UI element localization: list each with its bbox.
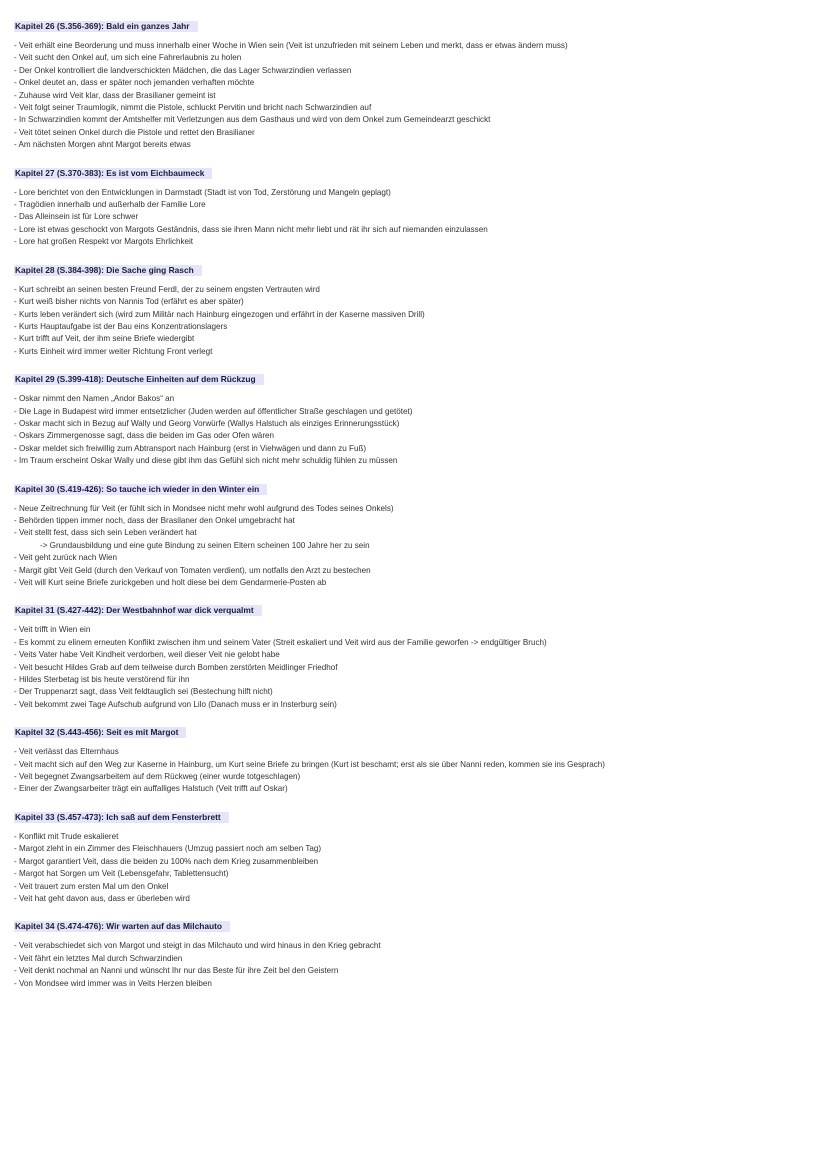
chapter-summary-list: [14, 624, 808, 711]
summary-point: - Der Truppenarzt sagt, dass Veit feldtauglich sei (Bestechung hilft nicht): [14, 687, 273, 697]
chapter-summary-list: [14, 831, 808, 905]
chapter-summary-list: [14, 187, 808, 249]
summary-point: - Der Onkel kontrolliert die landverschickten Mädchen, die das Lager Schwarzindien verlassen: [14, 65, 352, 75]
chapter-heading: Kapitel 27 (S.370-383): Es ist vom Eichbaumeck: [14, 168, 212, 179]
summary-point: - Die Lage in Budapest wird immer entsetzlicher (Juden werden auf öffentlicher Straße geschlagen und getötet): [14, 406, 413, 416]
summary-point: - Kurts leben verändert sich (wird zum Militär nach Hainburg eingezogen und erfährt in der Kaserne massiven Drill): [14, 309, 425, 319]
summary-point: - Veit geht zurück nach Wien: [14, 553, 118, 563]
section-spacer: [14, 152, 808, 163]
summary-point: - Tragödien innerhalb und außerhalb der Familie Lore: [14, 200, 206, 210]
section-spacer: [14, 358, 808, 369]
summary-point: - Von Mondsee wird immer was in Veits Herzen bleiben: [14, 978, 212, 988]
summary-point: - Veit will Kurt seine Briefe zurickgeben und holt diese bei dem Gendarmerie-Posten ab: [14, 578, 327, 587]
chapter-heading: Kapitel 29 (S.399-418): Deutsche Einheiten auf dem Rückzug: [14, 374, 264, 385]
summary-point: - Hildes Sterbetag ist bis heute verstörend für ihn: [14, 675, 190, 685]
chapter-summary-list: [14, 284, 808, 358]
chapter-summary-list: [14, 746, 808, 796]
summary-point: - Veit fährt ein letztes Mal durch Schwarzindien: [14, 953, 183, 963]
summary-point: - Veit folgt seiner Traumlogik, nimmt die Pistole, schluckt Pervitin und bricht nach Schwarzindien auf: [14, 103, 372, 113]
chapter-heading: Kapitel 28 (S.384-398): Die Sache ging Rasch: [14, 265, 202, 276]
chapter-section: [14, 916, 808, 1001]
summary-point: - Oskars Zimmergenosse sagt, dass die beiden im Gas oder Ofen wären: [14, 431, 275, 441]
summary-point: - Konflikt mit Trude eskalieret: [14, 831, 119, 841]
summary-point: - Veit sucht den Onkel auf, um sich eine Fahrerlaubnis zu holen: [14, 53, 242, 63]
summary-point: - Kurt schreibt an seinen besten Freund Ferdl, der zu seinem engsten Vertrauten wird: [14, 284, 320, 294]
summary-point: - Veit trifft in Wien ein: [14, 625, 91, 635]
summary-point: - Veit hat geht davon aus, dass er überleben wird: [14, 893, 190, 903]
summary-point: - In Schwarzindien kommt der Amtshelfer mit Verletzungen aus dem Gasthaus und wird von dem Onkel zum Gemeindearzt geschickt: [14, 115, 491, 125]
summary-point: - Margit gibt Veit Geld (durch den Verkauf von Tomaten verdient), um notfalls den Arzt zu bestechen: [14, 565, 371, 575]
section-spacer: [14, 468, 808, 479]
chapter-summary-list: [14, 393, 808, 467]
summary-point: - Veit verlässt das Elternhaus: [14, 747, 119, 757]
chapter-section: [14, 260, 808, 369]
summary-point: - Zuhause wird Veit klar, dass der Brasilianer gemeint ist: [14, 90, 216, 100]
section-spacer: [14, 589, 808, 600]
summary-point: - Veit begegnet Zwangsarbeitem auf dem Rückweg (einer wurde totgeschlagen): [14, 772, 301, 782]
summary-point: - Veit besucht Hildes Grab auf dem teilweise durch Bomben zerstörten Meidlinger Friedhof: [14, 662, 338, 672]
summary-point: - Einer der Zwangsarbeiter trägt ein auffalliges Halstuch (Veit trifft auf Oskar): [14, 784, 288, 794]
summary-point: - Veit verabschiedet sich von Margot und steigt in das Milchauto und wird hinaus in den Krieg gebracht: [14, 941, 381, 951]
summary-point: - Behörden tippen immer noch, dass der Brasilaner den Onkel umgebracht hat: [14, 515, 295, 525]
summary-point: - Neue Zeitrechnung für Veit (er fühlt sich in Mondsee nicht mehr wohl aufgrund des Todes seines Onkels): [14, 503, 394, 513]
chapter-heading: Kapitel 31 (S.427-442): Der Westbahnhof war dick verqualmt: [14, 605, 262, 616]
section-spacer: [14, 249, 808, 260]
summary-point: - Onkel deutet an, dass er später noch jemanden verhaften möchte: [14, 78, 255, 88]
summary-point: - Veit denkt nochmal an Nanni und wünscht Ihr nur das Beste für ihre Zeit bel den Geistern: [14, 966, 339, 976]
summary-point: - Margot zleht in ein Zimmer des Fleischhauers (Umzug passiert noch am selben Tag): [14, 844, 322, 854]
section-spacer: [14, 711, 808, 722]
summary-point: - Veit trauert zum ersten Mal um den Onkel: [14, 881, 169, 891]
summary-point: - Es kommt zu elinem erneuten Konflikt zwischen ihm und seinem Vater (Streit eskaliert und Veit wird aus der Familie geworfen -> endgültiger Bruch): [14, 637, 547, 647]
summary-point: - Veits Vater habe Veit Kindheit verdorben, weil dieser Veit nie gelobt habe: [14, 650, 280, 660]
summary-point: - Lore berichtet von den Entwicklungen in Darmstadt (Stadt ist von Tod, Zerstörung und Mangeln geplagt): [14, 187, 391, 197]
summary-subpoint: -> Grundausbildung und eine gute Bindung zu seinen Eltern scheinen 100 Jahre her zu sein: [40, 540, 370, 550]
chapter-section: [14, 479, 808, 601]
chapter-summary-list: [14, 40, 808, 152]
summary-point: - Oskar nimmt den Namen „Andor Bakos“ an: [14, 394, 175, 404]
summary-point: - Das Alleinsein ist für Lore schwer: [14, 212, 139, 222]
chapter-section: [14, 807, 808, 916]
summary-point: - Kurts Hauptaufgabe ist der Bau eins Konzentrationslagers: [14, 321, 228, 331]
summary-point: - Lore hat großen Respekt vor Margots Ehrlichkeit: [14, 237, 194, 247]
chapter-section: [14, 600, 808, 722]
summary-point: - Veit tötet seinen Onkel durch die Pistole und rettet den Brasilianer: [14, 127, 255, 137]
chapter-heading: Kapitel 34 (S.474-476): Wir warten auf das Milchauto: [14, 921, 230, 932]
summary-point: - Oskar meldet sich freiwillig zum Abtransport nach Hainburg (erst in Viehwägen und dann zu Fuß): [14, 443, 367, 453]
chapter-section: [14, 369, 808, 478]
chapter-heading: Kapitel 33 (S.457-473): Ich saß auf dem Fensterbrett: [14, 812, 229, 823]
section-spacer: [14, 905, 808, 916]
chapter-section: [14, 16, 808, 163]
summary-point: - Im Traum erscheint Oskar Wally und diese gibt ihm das Gefühl sich nicht mehr schuldig fühlen zu müssen: [14, 456, 398, 466]
summary-point: - Kurt weiß bisher nichts von Nannis Tod (erfährt es aber später): [14, 297, 244, 307]
chapter-summary-list: [14, 940, 808, 990]
section-spacer: [14, 796, 808, 807]
chapter-section: [14, 722, 808, 807]
section-spacer: [14, 990, 808, 1001]
summary-point: - Kurt trifft auf Veit, der ihm seine Briefe wiedergibt: [14, 334, 195, 344]
summary-point: - Lore ist etwas geschockt von Margots Geständnis, dass sie ihren Mann nicht mehr liebt und rät ihr sich auf niemanden einzulassen: [14, 224, 488, 234]
summary-point: - Kurts Einheit wird immer weiter Richtung Front verlegt: [14, 346, 213, 356]
chapter-summary-list: [14, 503, 808, 590]
summary-point: - Veit bekommt zwei Tage Aufschub aufgrund von Lilo (Danach muss er in Insterburg sein): [14, 699, 337, 709]
chapter-heading: Kapitel 32 (S.443-456): Seit es mit Margot: [14, 727, 186, 738]
summary-point: - Veit macht sich auf den Weg zur Kaserne in Hainburg, um Kurt seine Briefe zu bringen (Kurt ist beschamt; erst als sie über Nanni reden, kommen sie ins Gesprach): [14, 759, 605, 769]
chapter-section: [14, 163, 808, 260]
summary-point: - Margot hat Sorgen um Veit (Lebensgefahr, Tablettensucht): [14, 869, 229, 879]
summary-point: - Oskar macht sich in Bezug auf Wally und Georg Vorwürfe (Wallys Halstuch als einziges Erinnerungsstück): [14, 418, 400, 428]
summary-point: - Am nächsten Morgen ahnt Margot bereits etwas: [14, 140, 191, 150]
summary-point: - Veit stellt fest, dass sich sein Leben verändert hat: [14, 528, 197, 538]
summary-point: - Margot garantiert Veit, dass die beiden zu 100% nach dem Krieg zusammenbleiben: [14, 856, 319, 866]
chapter-heading: Kapitel 30 (S.419-426): So tauche ich wieder in den Winter ein: [14, 484, 267, 495]
summary-point: - Veit erhält eine Beorderung und muss innerhalb einer Woche in Wien sein (Veit ist unzufrieden mit seinem Leben und merkt, dass er etwas ändern muss): [14, 41, 568, 50]
chapter-heading: Kapitel 26 (S.356-369): Bald ein ganzes Jahr: [14, 21, 198, 32]
